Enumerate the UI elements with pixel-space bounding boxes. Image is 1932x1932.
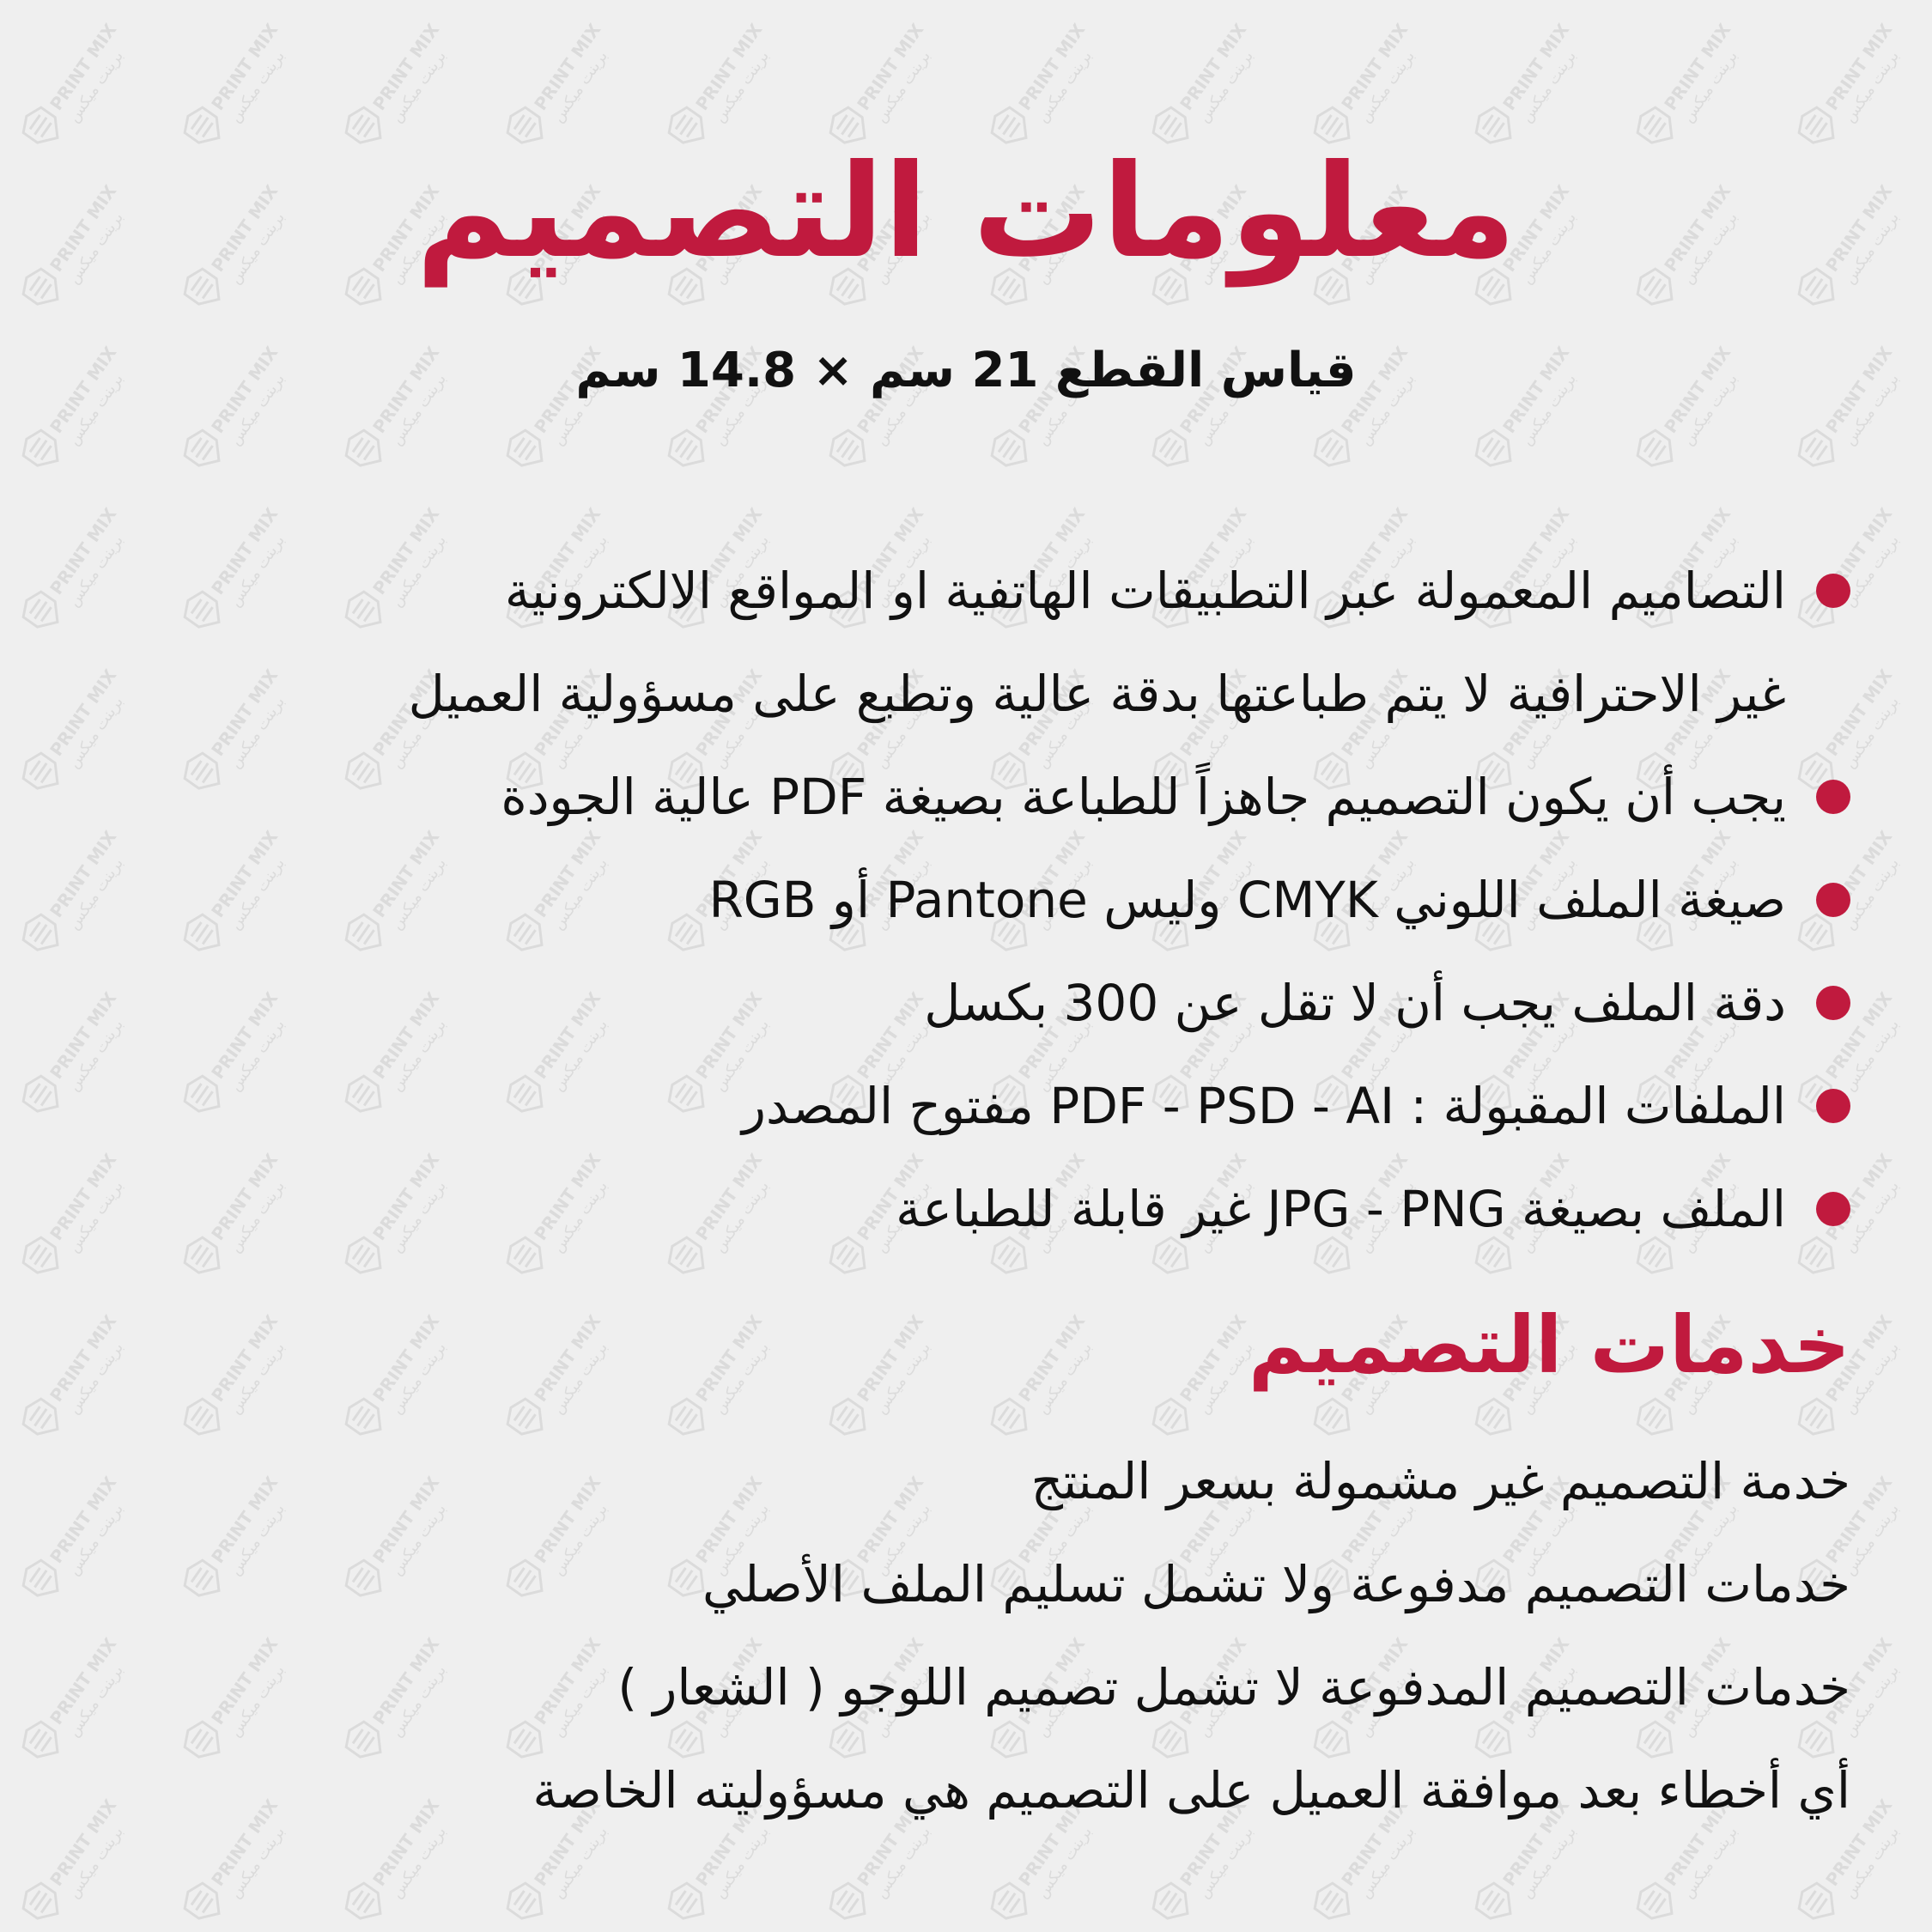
list-item-text: يجب أن يكون التصميم جاهزاً للطباعة بصيغة PDF عالية الجودة <box>501 768 1786 826</box>
service-item: أي أخطاء بعد موافقة العميل على التصميم هي مسؤوليته الخاصة <box>532 1761 1850 1820</box>
list-item-text: الملف بصيغة JPG - PNG غير قابلة للطباعة <box>896 1180 1786 1238</box>
list-item <box>56 848 1850 951</box>
service-item: خدمة التصميم غير مشمولة بسعر المنتج <box>1030 1452 1850 1510</box>
bullet-dot-icon <box>1816 1192 1850 1226</box>
bullet-dot-icon <box>1816 574 1850 608</box>
bullet-dot-icon <box>1816 780 1850 814</box>
cut-size-subtitle: قياس القطع 21 سم × 14.8 سم <box>575 343 1357 398</box>
list-item <box>56 1157 1850 1261</box>
list-item-line: غير الاحترافية لا يتم طباعتها بدقة عالية وتطبع على مسؤولية العميل <box>408 665 1786 723</box>
design-info-list <box>56 539 1850 1261</box>
list-item-text: صيغة الملف اللوني CMYK وليس Pantone أو RGB <box>708 871 1786 929</box>
bullet-dot-icon <box>1816 1089 1850 1123</box>
bullet-dot-icon <box>1816 986 1850 1020</box>
list-item-text: دقة الملف يجب أن لا تقل عن 300 بكسل <box>924 974 1786 1032</box>
list-item-line: التصاميم المعمولة عبر التطبيقات الهاتفية او المواقع الالكترونية <box>504 562 1786 620</box>
design-services-list <box>56 1430 1850 1842</box>
list-item <box>56 539 1850 745</box>
list-item <box>56 1054 1850 1157</box>
list-item <box>56 745 1850 848</box>
services-title: خدمات التصميم <box>1248 1299 1850 1391</box>
list-item <box>56 951 1850 1054</box>
bullet-dot-icon <box>1816 883 1850 917</box>
service-item: خدمات التصميم مدفوعة ولا تشمل تسليم الملف الأصلي <box>702 1555 1850 1613</box>
list-item-text: الملفات المقبولة : PDF - PSD - AI مفتوح المصدر <box>742 1077 1786 1135</box>
page-title: معلومات التصميم <box>416 137 1516 287</box>
service-item: خدمات التصميم المدفوعة لا تشمل تصميم اللوجو ( الشعار ) <box>617 1658 1850 1716</box>
